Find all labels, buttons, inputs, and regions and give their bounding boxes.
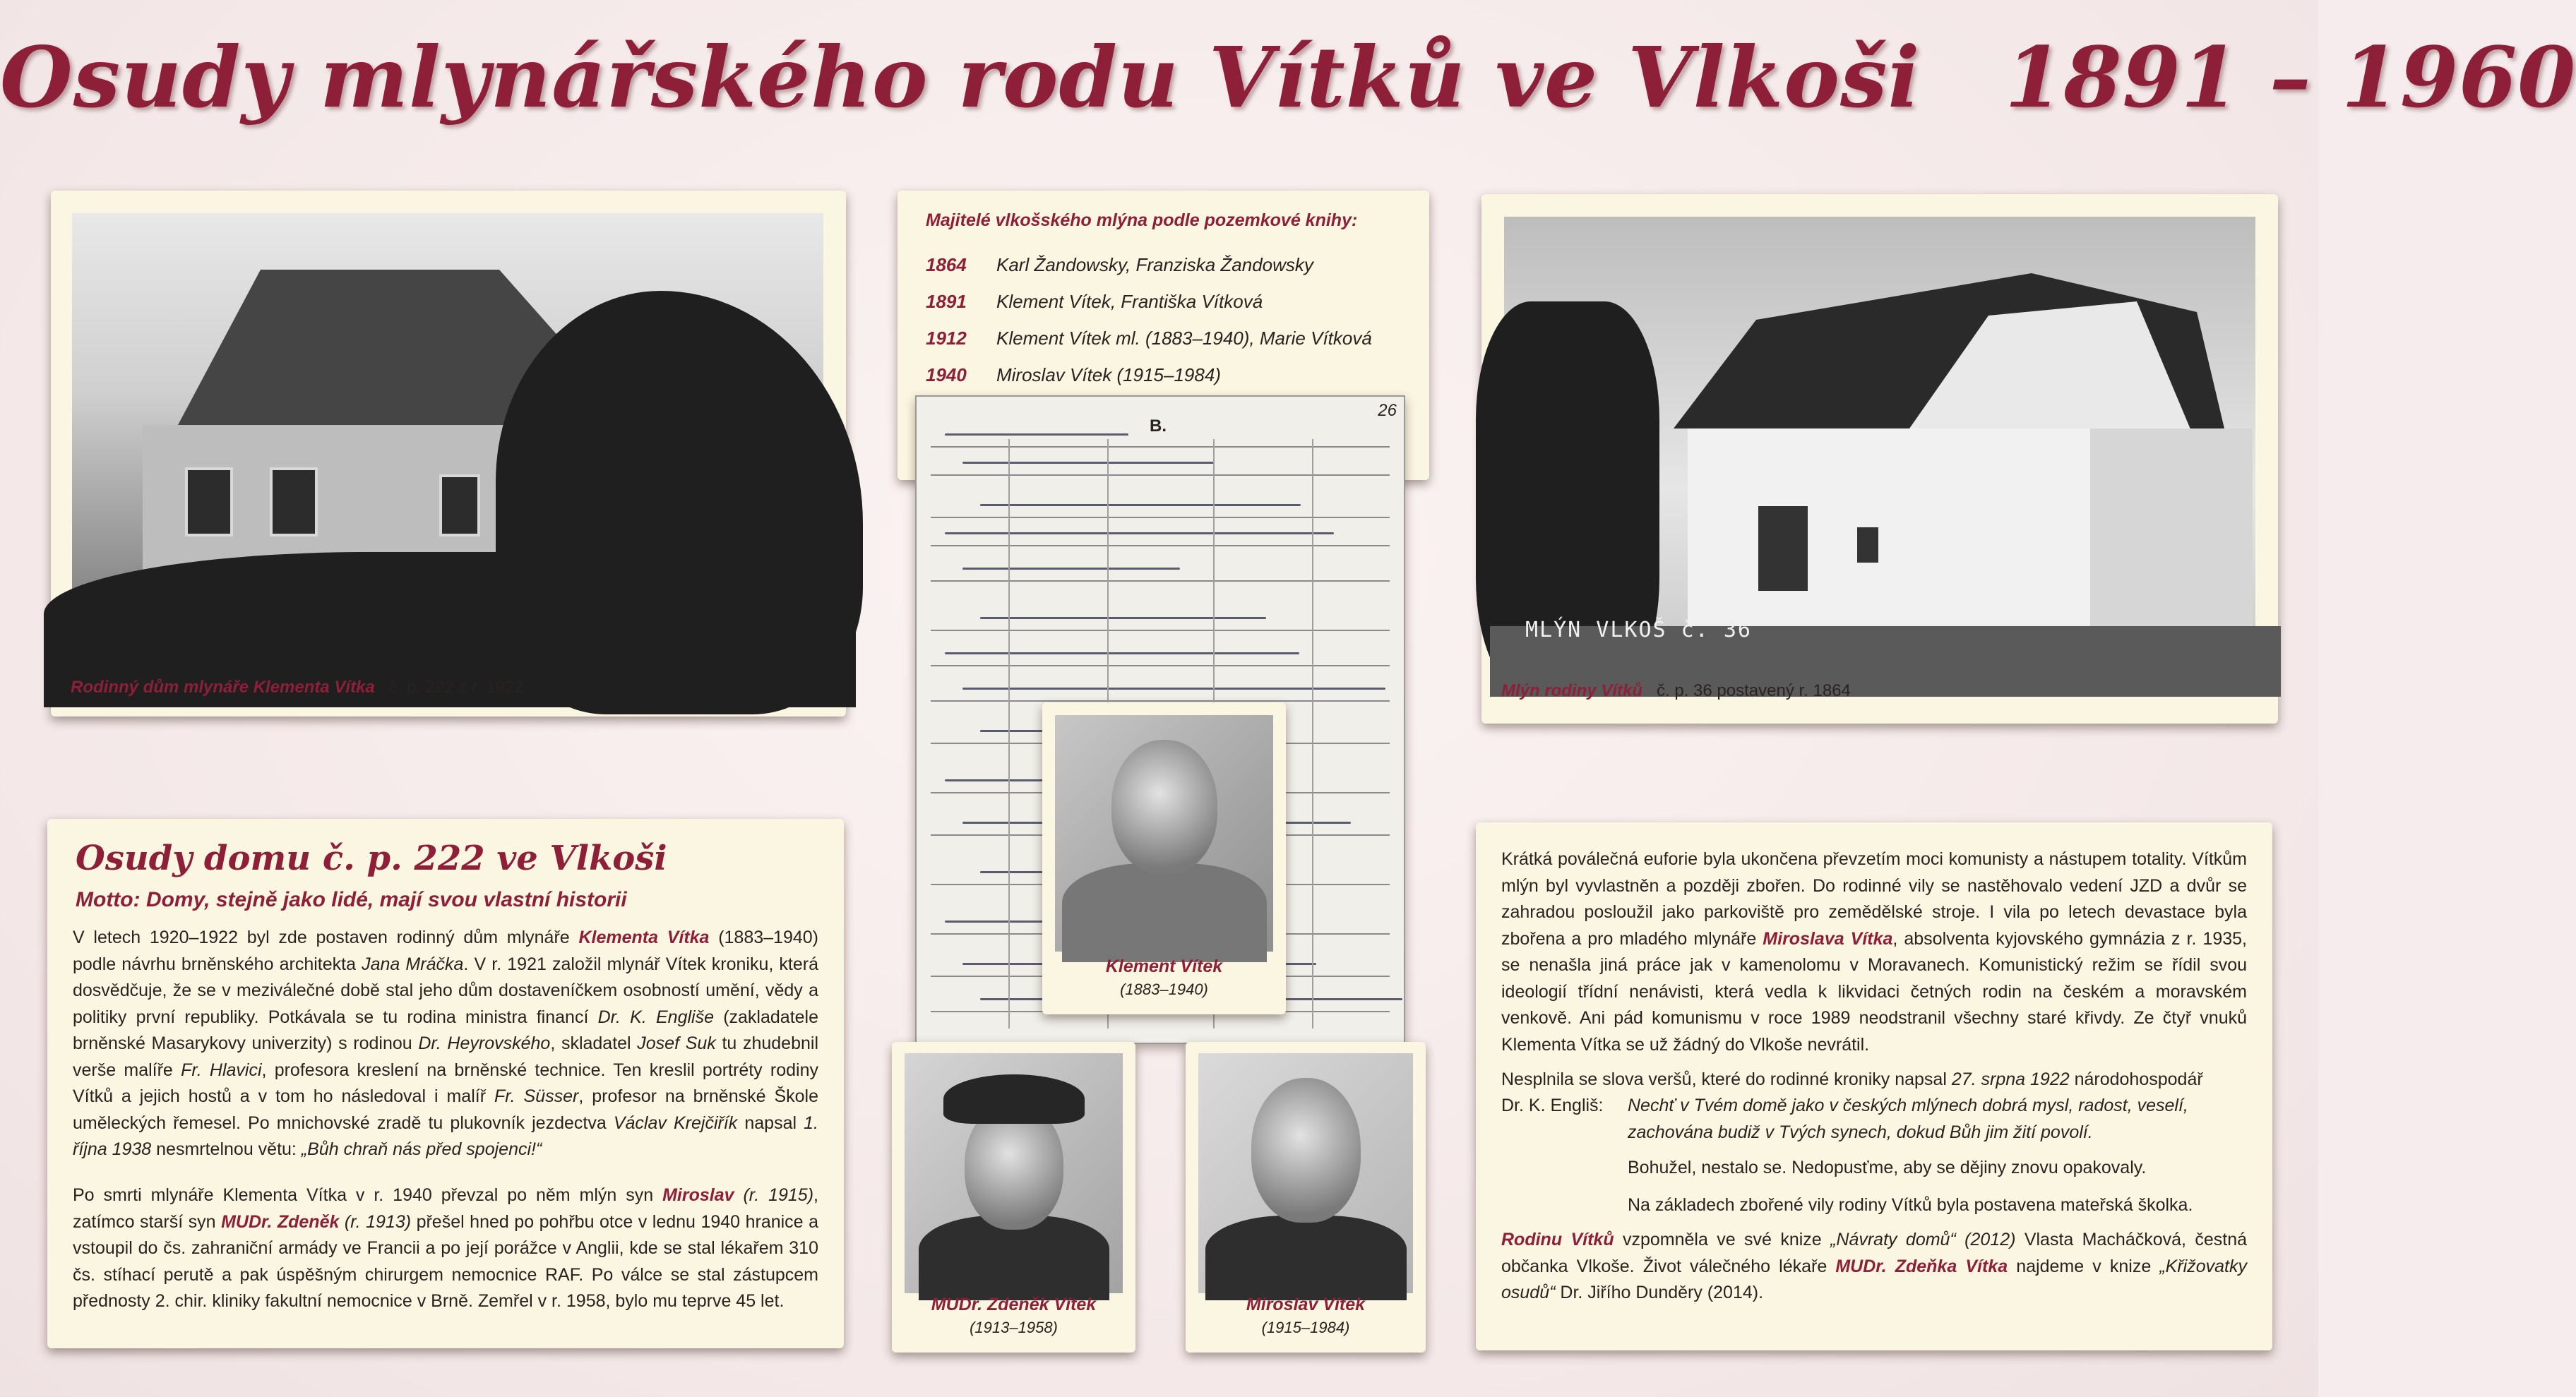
mill-side-wall — [2090, 428, 2253, 626]
mill-caption-detail: č. p. 36 postavený r. 1864 — [1657, 681, 1851, 700]
house-history-paragraph — [73, 925, 818, 1163]
highlighted-name: Miroslav — [662, 1185, 734, 1205]
text-run: tu zhudebnil verše malíře — [73, 1033, 818, 1080]
portrait-head — [1111, 740, 1217, 874]
ledger-handwriting — [945, 532, 1334, 534]
owners-title: Majitelé vlkošského mlýna podle pozemkové knihy: — [926, 210, 1358, 230]
owner-names: Klement Vítek, Františka Vítková — [996, 291, 1263, 312]
text-run: národohospodář — [2069, 1069, 2203, 1089]
epilogue-line: Na základech zbořené vily rodiny Vítků byla postavena mateřská školka. — [1628, 1195, 2193, 1215]
epilogue-paragraph — [1501, 846, 2247, 1058]
ledger-column-rule — [1312, 439, 1313, 1029]
mill-photo-label: MLÝN VLKOŠ č. 36 — [1525, 618, 1752, 642]
mill-window — [1857, 527, 1878, 563]
highlighted-name: Miroslava Vítka — [1763, 928, 1893, 949]
ledger-handwriting — [962, 688, 1385, 690]
house-caption — [71, 678, 524, 697]
ledger-rule — [931, 517, 1390, 518]
portrait-cap — [943, 1074, 1085, 1124]
text-run: , profesor na brněnské Škole uměleckých řemesel. Po mnichovské zradě tu plukovník jezdectva — [73, 1086, 818, 1133]
ledger-rule — [931, 700, 1390, 702]
epilogue-paragraph — [1501, 1227, 2247, 1307]
text-run: , absolventa kyjovského gymnázia z r. 1935, se nenašla jiná práce jak v kamenolomu v Moravanech. Komunistický režim se řídil svou ideologií třídní nenávisti, která vedla k likvidaci četných rodin na českém a moravském venkově. Ani pád komunismu v roce 1989 neodstranil všechny staré křivdy. Ze čtyř vnuků Klementa Vítka se už žádný do Vlkoše nevrátil. — [1501, 928, 2247, 1055]
epilogue-line: Bohužel, nestalo se. Nedopusťme, aby se dějiny znovu opakovaly. — [1628, 1158, 2147, 1177]
title-years: 1891 – 1960 — [2005, 28, 2576, 126]
highlighted-name: Klementa Vítka — [578, 928, 710, 947]
house-window — [185, 467, 233, 536]
mill-caption — [1501, 681, 1851, 701]
italic-phrase: Václav Krejčiřík — [613, 1113, 738, 1133]
italic-phrase: 1. října 1938 — [73, 1113, 818, 1159]
portrait-head — [1251, 1078, 1361, 1223]
italic-phrase: Dr. K. Engliše — [597, 1007, 714, 1027]
text-run: Vlasta Macháčková, čestná občanka Vlkoše. Život válečného lékaře — [1501, 1230, 2248, 1276]
ledger-handwriting — [980, 617, 1266, 619]
ledger-page-number: 26 — [1378, 401, 1397, 420]
mill-caption-name: Mlýn rodiny Vítků — [1501, 681, 1643, 700]
owner-year: 1864 — [926, 254, 967, 275]
engl-quote-author: Dr. K. Engliš: — [1501, 1096, 1604, 1115]
ledger-handwriting — [962, 462, 1215, 464]
text-run: . V r. 1921 založil mlynář Vítek kroniku, která dosvědčuje, že se v meziválečné době stal jeho dům dostaveníčkem osobností umění, vědy a politiky první republiky. Potkávala se tu rodina ministra financí — [73, 954, 819, 1027]
ledger-page-mark: B. — [1150, 416, 1167, 436]
epilogue-paragraph — [1501, 1067, 2247, 1093]
italic-phrase: „Křižovatky osudů“ — [1501, 1256, 2247, 1302]
portrait-card-klement — [1042, 702, 1286, 1014]
ledger-rule — [931, 580, 1390, 582]
italic-phrase: Josef Suk — [637, 1033, 716, 1053]
italic-phrase: Fr. Hlavici — [181, 1060, 262, 1080]
mill-photo-card — [1481, 194, 2278, 724]
portrait-dates: (1913–1958) — [970, 1319, 1058, 1336]
mill-photo — [1504, 217, 2255, 668]
portrait-name: Miroslav Vítek — [1246, 1295, 1366, 1314]
portrait-card-miroslav — [1186, 1042, 1426, 1353]
ledger-handwriting — [962, 568, 1180, 570]
owner-row — [926, 328, 1372, 349]
portrait-suit — [1062, 863, 1267, 962]
ledger-column-rule — [1008, 439, 1010, 1029]
house-window — [270, 467, 318, 536]
engl-quote: Nechť v Tvém domě jako v českých mlýnech dobrá mysl, radost, veselí, zachována budiž v Tvých synech, dokud Bůh jim žití povolí. — [1628, 1096, 2188, 1142]
text-run: najdeme v knize — [2008, 1256, 2160, 1276]
portrait-card-zdenek — [892, 1042, 1135, 1353]
portrait-photo-klement — [1055, 715, 1273, 952]
owner-names: Karl Žandowsky, Franziska Žandowsky — [996, 254, 1313, 275]
ledger-rule — [931, 545, 1390, 546]
portrait-photo-zdenek — [905, 1053, 1123, 1293]
owner-row — [926, 291, 1263, 313]
owner-names: Miroslav Vítek (1915–1984) — [996, 364, 1221, 385]
italic-phrase: Dr. Heyrovského — [418, 1033, 551, 1053]
italic-phrase: (r. 1915) — [743, 1185, 814, 1205]
italic-phrase: 27. srpna 1922 — [1951, 1069, 2070, 1089]
portrait-dates: (1883–1940) — [1120, 981, 1208, 998]
text-run: (1883–1940) podle návrhu brněnského architekta — [73, 928, 818, 974]
italic-phrase: „Návraty domů“ (2012) — [1830, 1230, 2016, 1249]
house-photo — [72, 213, 823, 665]
highlighted-name: MUDr. Zdeňka Vítka — [1835, 1256, 2008, 1276]
text-run: Dr. Jiřího Dunděry (2014). — [1555, 1283, 1764, 1302]
portrait-jacket — [1205, 1216, 1407, 1300]
text-run: , skladatel — [550, 1033, 638, 1053]
text-run — [734, 1185, 744, 1205]
house-history-motto: Motto: Domy, stejně jako lidé, mají svou vlastní historii — [76, 888, 627, 911]
owner-row — [926, 364, 1221, 386]
house-history-title: Osudy domu č. p. 222 ve Vlkoši — [76, 839, 667, 878]
title-main: Osudy mlynářského rodu Vítků ve Vlkoši — [0, 28, 1921, 126]
highlighted-name: MUDr. Zdeněk — [221, 1211, 340, 1232]
mill-door — [1758, 506, 1808, 591]
text-run: přešel hned po pohřbu otce v lednu 1940 hranice a vstoupil do čs. zahraniční armády ve Francii a po její porážce v Anglii, kde se stal lékařem 310 čs. stíhací perutě a pak úspěšným chirurgem nemocnice RAF. Po válce se stal zástupcem přednosty 2. chir. kliniky fakultní nemocnice v Brně. Zemřel v r. 1958, bylo mu teprve 45 let. — [73, 1211, 819, 1311]
italic-phrase: „Bůh chraň nás před spojenci!“ — [301, 1139, 542, 1159]
owner-year: 1940 — [926, 364, 967, 385]
italic-phrase: Jana Mráčka — [362, 954, 464, 974]
text-run: nesmrtelnou větu: — [151, 1139, 302, 1159]
mill-wall — [1688, 428, 2097, 640]
page-title — [0, 28, 2576, 126]
house-window — [439, 474, 480, 536]
house-history-card — [47, 819, 844, 1348]
ledger-handwriting — [945, 652, 1299, 654]
house-caption-name: Rodinný dům mlynáře Klementa Vítka — [71, 678, 375, 697]
house-history-paragraph — [73, 1182, 818, 1315]
portrait-dates: (1915–1984) — [1261, 1319, 1350, 1336]
portrait-photo-miroslav — [1198, 1053, 1413, 1293]
epilogue-card — [1476, 822, 2272, 1350]
ledger-rule — [931, 630, 1390, 631]
text-run: Po smrti mlynáře Klementa Vítka v r. 1940 převzal po něm mlýn syn — [73, 1185, 663, 1205]
text-run — [339, 1212, 345, 1232]
ledger-rule — [931, 665, 1390, 666]
text-run: vzpomněla ve své knize — [1614, 1230, 1831, 1249]
italic-phrase: (r. 1913) — [344, 1211, 412, 1232]
text-run: , profesora kreslení na brněnské technice. Ten kreslil portréty rodiny Vítků a jejich hostů a v tom ho následoval i malíř — [73, 1060, 819, 1106]
ledger-rule — [931, 474, 1390, 476]
owner-row — [926, 254, 1313, 276]
text-run: V letech 1920–1922 byl zde postaven rodinný dům mlynáře — [73, 928, 579, 947]
highlighted-name: Rodinu Vítků — [1501, 1230, 1614, 1249]
text-run: Nesplnila se slova veršů, které do rodinné kroniky napsal — [1501, 1069, 1952, 1089]
owner-names: Klement Vítek ml. (1883–1940), Marie Vítková — [996, 328, 1372, 349]
ledger-handwriting — [945, 433, 1128, 436]
text-run: napsal — [737, 1113, 804, 1133]
ledger-rule — [931, 446, 1390, 448]
owner-year: 1891 — [926, 291, 967, 312]
house-caption-detail: č. p. 222 z r. 1922 — [388, 678, 524, 697]
portrait-name: MUDr. Zdeněk Vítek — [931, 1295, 1097, 1314]
italic-phrase: Fr. Süsser — [494, 1086, 579, 1106]
ledger-handwriting — [980, 504, 1301, 506]
portrait-name: Klement Vítek — [1105, 957, 1223, 976]
text-run: (zakladatele brněnské Masarykovy univerzity) s rodinou — [73, 1007, 818, 1053]
text-run: Krátká poválečná euforie byla ukončena převzetím moci komunisty a nástupem totality. Vítkům mlýn byl vyvlastněn a později zbořen. Do rodinné vily se nastěhovalo vedení JZD a dvůr se zahradou posloužil jako parkoviště pro zemědělské stroje. I vila po letech devastace byla zbořena a pro mladého mlynáře — [1501, 849, 2247, 949]
owner-year: 1912 — [926, 328, 967, 349]
house-photo-card — [51, 191, 846, 717]
text-run: , zatímco starší syn — [73, 1185, 818, 1232]
